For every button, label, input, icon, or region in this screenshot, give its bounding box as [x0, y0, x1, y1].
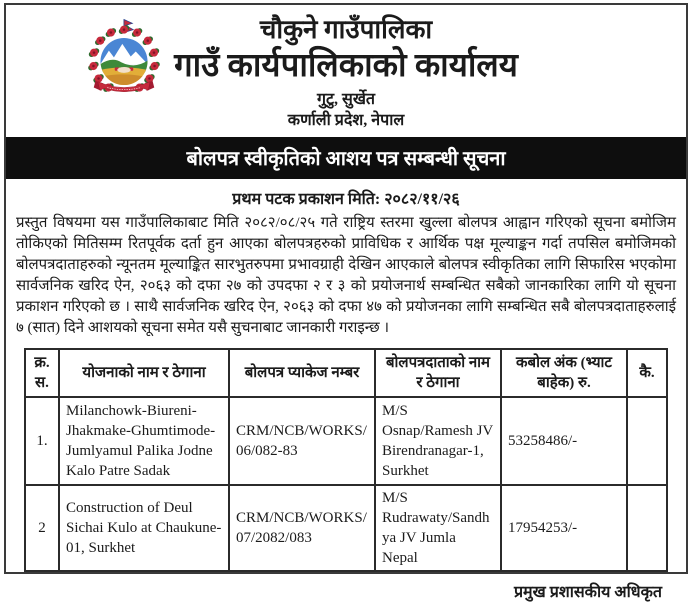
tender-table [24, 348, 668, 572]
nepal-coat-of-arms-logo [82, 15, 166, 103]
mountain-scene-icon [100, 38, 149, 85]
col-header-remarks: कै. [627, 349, 667, 397]
col-header-amount: कबोल अंक (भ्याट बाहेक) रु. [501, 349, 627, 397]
notice-body-paragraph: प्रस्तुत विषयमा यस गाउँपालिकाबाट मिति २०८२/०८/२५ गते राष्ट्रिय स्तरमा खुल्ला बोलपत्र आह्वान गरिएको सूचना बमोजिम तोकिएको मितिसम्म रितपूर्वक दर्ता हुन आएका बोलपत्रहरुको प्राविधिक र आर्थिक पक्ष मूल्याङ्कन गर्दा तपसिल बमोजिमको बोलपत्रदाताहरुको न्यूनतम मूल्याङ्कित सारभुतरुपमा प्रभावग्राही देखिन आएकाले बोलपत्र स्वीकृतिका लागि सिफारिस भएकोमा सार्वजनिक खरिद ऐन, २०६३ को दफा २७ को उपदफा २ र ३ को प्रयोजनार्थ सम्बन्धित सबैको जानकारिका लागि यो सूचना प्रकाशन गरिएको छ । साथै सार्वजनिक खरिद ऐन, २०६३ को दफा ४७ को प्रयोजनका लागि सम्बन्धित सबै बोलपत्रदाताहरुलाई ७ (सात) दिने आशयको सूचना समेत यसै सुचनाबाट जानकारी गराइन्छ । [16, 215, 676, 336]
package-cell: CRM/NCB/WORKS/07/2082/083 [229, 485, 375, 571]
sn-cell: 1. [25, 397, 59, 485]
amount-cell: 53258486/- [501, 397, 627, 485]
col-header-package: बोलपत्र प्याकेज नम्बर [229, 349, 375, 397]
publication-date: प्रथम पटक प्रकाशन मिति: २०८२/११/२६ [232, 191, 460, 208]
bidder-cell: M/S Osnap/Ramesh JV Birendranagar-1, Surkhet [375, 397, 501, 485]
notice-title-banner: बोलपत्र स्वीकृतिको आशय पत्र सम्बन्धी सूचना [6, 137, 686, 179]
municipality-name: चौकुने गाउँपालिका [259, 15, 433, 44]
col-header-bidder: बोलपत्रदाताको नाम र ठेगाना [375, 349, 501, 397]
sn-cell: 2 [25, 485, 59, 571]
document-page [4, 3, 688, 601]
province-line: कर्णाली प्रदेश, नेपाल [287, 112, 405, 129]
project-cell: Construction of Deul Sichai Kulo at Chaukune-01, Surkhet [59, 485, 229, 571]
office-name: गाउँ कार्यपालिकाको कार्यालय [174, 48, 518, 84]
amount-cell: 17954253/- [501, 485, 627, 571]
package-cell: CRM/NCB/WORKS/06/082-83 [229, 397, 375, 485]
location-line: गुटु, सुर्खेत [316, 91, 376, 108]
col-header-project: योजनाको नाम र ठेगाना [59, 349, 229, 397]
remarks-cell [627, 397, 667, 485]
table-row [25, 397, 667, 485]
table-header-row [25, 349, 667, 397]
col-header-sn: क्र. स. [25, 349, 59, 397]
bidder-cell: M/S Rudrawaty/Sandhya JV Jumla Nepal [375, 485, 501, 571]
letterhead [6, 5, 686, 131]
signature-title: प्रमुख प्रशासकीय अधिकृत [513, 584, 662, 601]
remarks-cell [627, 485, 667, 571]
project-cell: Milanchowk-Biureni-Jhakmake-Ghumtimode-Jumlyamul Palika Jodne Kalo Patre Sadak [59, 397, 229, 485]
table-row [25, 485, 667, 571]
